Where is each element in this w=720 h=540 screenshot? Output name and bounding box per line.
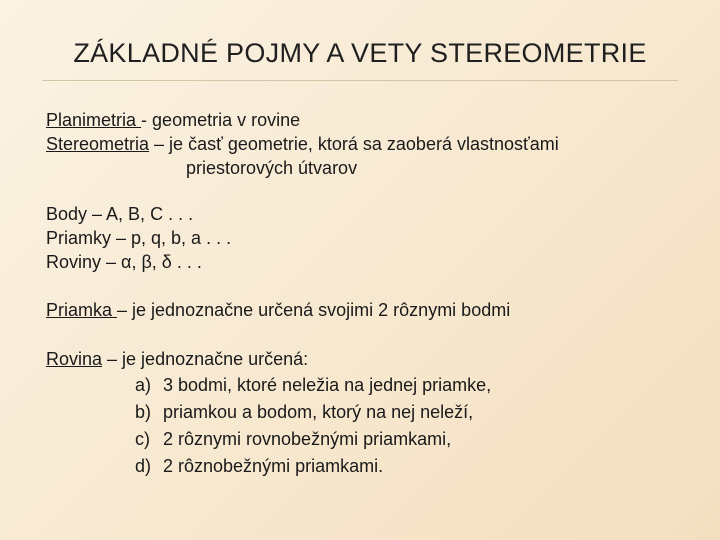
notation-priamky: Priamky – p, q, b, a . . . [46, 228, 232, 248]
notation-body: Body – A, B, C . . . [46, 204, 194, 224]
title-divider [42, 80, 678, 81]
list-marker: b) [135, 402, 152, 422]
term-rovina: Rovina [46, 349, 103, 369]
list-marker: d) [135, 456, 152, 476]
list-item [46, 372, 696, 399]
definition-planimetria-text: - geometria v rovine [141, 110, 301, 130]
definition-rovina [46, 346, 696, 372]
term-priamka: Priamka [46, 300, 118, 320]
rovina-conditions-list [46, 372, 696, 480]
definition-stereometria-text: – je časť geometrie, ktorá sa zaoberá vlastnosťami [149, 134, 559, 154]
definition-priamka-text: – je jednoznačne určená svojimi 2 rôznymi bodmi [117, 300, 511, 320]
list-item [46, 426, 696, 453]
definition-planimetria [46, 108, 696, 132]
list-item-text: 3 bodmi, ktoré neležia na jednej priamke, [163, 375, 492, 395]
definition-priamka [46, 298, 696, 322]
term-stereometria: Stereometria [46, 134, 150, 154]
list-marker: a) [135, 375, 152, 395]
list-item-text: 2 rôznobežnými priamkami. [163, 456, 384, 476]
list-item-text: 2 rôznymi rovnobežnými priamkami, [163, 429, 452, 449]
list-item [46, 453, 696, 480]
definition-rovina-text: – je jednoznačne určená: [102, 349, 309, 369]
list-item [46, 399, 696, 426]
slide-title: ZÁKLADNÉ POJMY A VETY STEREOMETRIE [73, 38, 647, 68]
definition-stereometria-continuation: priestorových útvarov [186, 158, 358, 178]
notation-roviny: Roviny – α, β, δ . . . [46, 252, 202, 272]
definition-stereometria [46, 132, 696, 156]
list-item-text: priamkou a bodom, ktorý na nej neleží, [163, 402, 474, 422]
slide-body [46, 108, 696, 480]
term-planimetria: Planimetria [46, 110, 142, 130]
list-marker: c) [135, 429, 150, 449]
